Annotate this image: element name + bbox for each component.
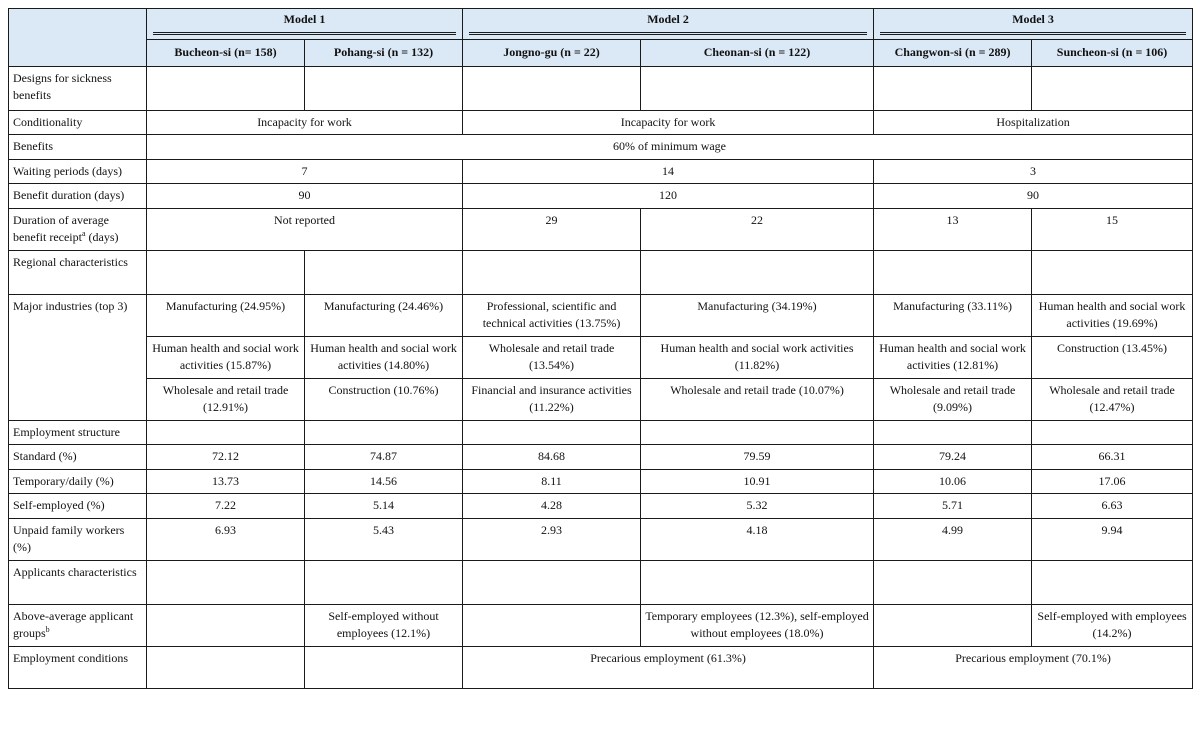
table-row: Major industries (top 3) Manufacturing (24.95%) Manufacturing (24.46%) Professional, scientific and technical activities (13.75%) Manufacturing (34.19%) Manufacturing (33.11%) Human health and social work activities (19.69%)	[9, 294, 1193, 336]
table-row: Employment conditions Precarious employment (61.3%) Precarious employment (70.1%)	[9, 646, 1193, 688]
table-row: Waiting periods (days) 7 14 3	[9, 159, 1193, 184]
row-label-employment-structure: Employment structure	[9, 420, 147, 445]
row-label-above-average: Above-average applicant groups$^b$	[9, 604, 147, 646]
table-row: Wholesale and retail trade (12.91%) Construction (10.76%) Financial and insurance activities (11.22%) Wholesale and retail trade (10.07%) Wholesale and retail trade (9.09%) Wholesale and retail trade (12.47%)	[9, 378, 1193, 420]
model-2-label: Model 2	[469, 11, 867, 35]
table-row: Conditionality Incapacity for work Incapacity for work Hospitalization	[9, 110, 1193, 135]
city-header-changwon: Changwon-si (n = 289)	[874, 39, 1032, 66]
row-label-employment-conditions: Employment conditions	[9, 646, 147, 688]
table-row: Unpaid family workers (%) 6.93 5.43 2.93 4.18 4.99 9.94	[9, 518, 1193, 560]
row-label-industries: Major industries (top 3)	[9, 294, 147, 420]
table-row	[9, 250, 1193, 294]
row-label-self-employed: Self-employed (%)	[9, 494, 147, 519]
row-label-benefits: Benefits	[9, 135, 147, 160]
model-header-row	[9, 9, 1193, 40]
city-header-row	[9, 39, 1193, 66]
table-container	[8, 8, 1192, 689]
table-row: Temporary/daily (%) 13.73 14.56 8.11 10.91 10.06 17.06	[9, 469, 1193, 494]
row-label-temporary: Temporary/daily (%)	[9, 469, 147, 494]
row-label-duration: Benefit duration (days)	[9, 184, 147, 209]
table-row: Standard (%) 72.12 74.87 84.68 79.59 79.24 66.31	[9, 445, 1193, 470]
row-label-designs: Designs for sickness benefits	[9, 66, 147, 110]
table-row	[9, 420, 1193, 445]
corner-header-cell	[9, 9, 147, 67]
table-row: Self-employed (%) 7.22 5.14 4.28 5.32 5.71 6.63	[9, 494, 1193, 519]
table-row	[9, 560, 1193, 604]
row-label-standard: Standard (%)	[9, 445, 147, 470]
table-row	[9, 66, 1193, 110]
row-label-regional: Regional characteristics	[9, 250, 147, 294]
footnote-b: b	[45, 625, 50, 634]
model-3-header	[874, 9, 1193, 40]
model-1-header	[147, 9, 463, 40]
footnote-a: a	[81, 229, 86, 238]
table-row: Benefit duration (days) 90 120 90	[9, 184, 1193, 209]
model-2-header	[463, 9, 874, 40]
city-header-bucheon: Bucheon-si (n= 158)	[147, 39, 305, 66]
model-3-label: Model 3	[880, 11, 1186, 35]
city-header-cheonan: Cheonan-si (n = 122)	[641, 39, 874, 66]
table-row: Duration of average benefit receipt$^a$ (days) Not reported 29 22 13 15	[9, 208, 1193, 250]
city-header-suncheon: Suncheon-si (n = 106)	[1032, 39, 1193, 66]
row-label-applicants: Applicants characteristics	[9, 560, 147, 604]
city-header-jongno: Jongno-gu (n = 22)	[463, 39, 641, 66]
table-row: Above-average applicant groups$^b$ Self-employed without employees (12.1%) Temporary employees (12.3%), self-employed without employees (18.0%) Self-employed with employees (14.2%)	[9, 604, 1193, 646]
row-label-conditionality: Conditionality	[9, 110, 147, 135]
sickness-benefits-table	[8, 8, 1193, 689]
row-label-unpaid: Unpaid family workers (%)	[9, 518, 147, 560]
table-row: Benefits 60% of minimum wage	[9, 135, 1193, 160]
row-label-waiting: Waiting periods (days)	[9, 159, 147, 184]
row-label-avg-receipt: Duration of average benefit receipt$^a$ (days)	[9, 208, 147, 250]
city-header-pohang: Pohang-si (n = 132)	[305, 39, 463, 66]
table-row: Human health and social work activities (15.87%) Human health and social work activities (14.80%) Wholesale and retail trade (13.54%) Human health and social work activities (11.82%) Human health and social work activities (12.81%) Construction (13.45%)	[9, 336, 1193, 378]
model-1-label: Model 1	[153, 11, 456, 35]
